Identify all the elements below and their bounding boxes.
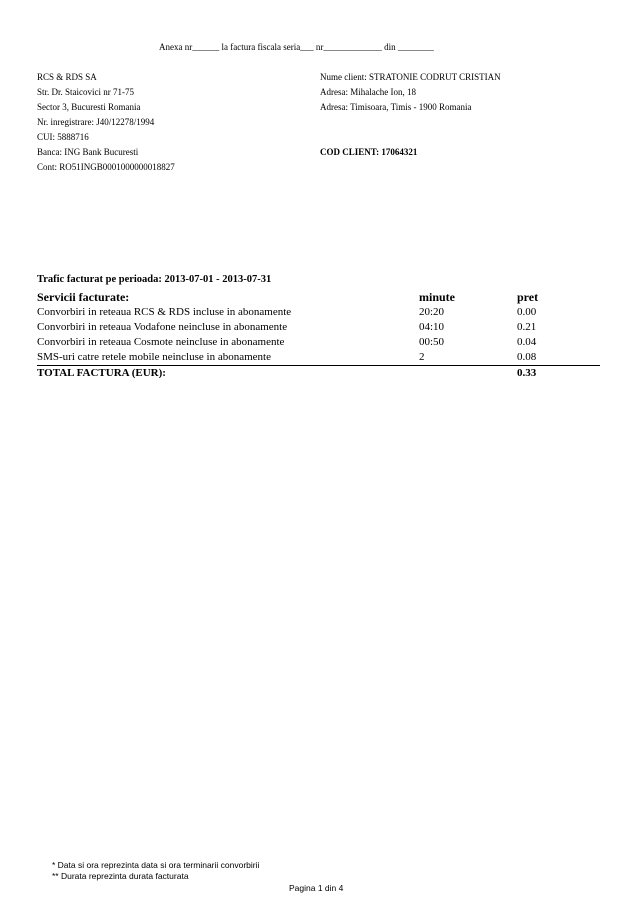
service-row-1-label: Convorbiri in reteaua RCS & RDS incluse in abonamente (37, 306, 292, 318)
service-row-1-minutes: 20:20 (419, 306, 445, 318)
total-value: 0.33 (517, 367, 537, 379)
supplier-account: Cont: RO51INGB0001000000018827 (37, 162, 175, 172)
supplier-registration: Nr. inregistrare: J40/12278/1994 (37, 117, 155, 127)
supplier-street: Str. Dr. Staicovici nr 71-75 (37, 87, 134, 97)
client-address-1: Adresa: Mihalache Ion, 18 (320, 87, 416, 97)
client-code: COD CLIENT: 17064321 (320, 147, 418, 157)
footer-note-2: ** Durata reprezinta durata facturata (52, 871, 189, 881)
service-row-1-price: 0.00 (517, 306, 537, 318)
total-label: TOTAL FACTURA (EUR): (37, 367, 166, 379)
supplier-bank: Banca: ING Bank Bucuresti (37, 147, 139, 157)
billing-period: Trafic facturat pe perioada: 2013-07-01 - 2013-07-31 (37, 274, 272, 285)
service-row-3-minutes: 00:50 (419, 336, 445, 348)
service-row-3-label: Convorbiri in reteaua Cosmote neincluse in abonamente (37, 336, 285, 348)
supplier-name: RCS & RDS SA (37, 72, 97, 82)
page-number: Pagina 1 din 4 (289, 883, 344, 893)
service-row-4-label: SMS-uri catre retele mobile neincluse in abonamente (37, 351, 271, 363)
service-row-3-price: 0.04 (517, 336, 537, 348)
service-row-2-label: Convorbiri in reteaua Vodafone neincluse in abonamente (37, 321, 288, 333)
annex-header: Anexa nr______ la factura fiscala seria___ nr_____________ din ________ (159, 42, 434, 52)
service-row-4-price: 0.08 (517, 351, 537, 363)
services-header-price: pret (517, 290, 539, 304)
service-row-4-minutes: 2 (419, 351, 425, 363)
services-header-label: Servicii facturate: (37, 290, 130, 304)
supplier-cui: CUI: 5888716 (37, 132, 89, 142)
service-row-2-price: 0.21 (517, 321, 537, 333)
client-address-2: Adresa: Timisoara, Timis - 1900 Romania (320, 102, 472, 112)
client-name: Nume client: STRATONIE CODRUT CRISTIAN (320, 72, 501, 82)
total-divider (37, 365, 600, 366)
service-row-2-minutes: 04:10 (419, 321, 445, 333)
supplier-city: Sector 3, Bucuresti Romania (37, 102, 141, 112)
services-header-minutes: minute (419, 290, 455, 304)
footer-note-1: * Data si ora reprezinta data si ora terminarii convorbirii (52, 860, 260, 870)
